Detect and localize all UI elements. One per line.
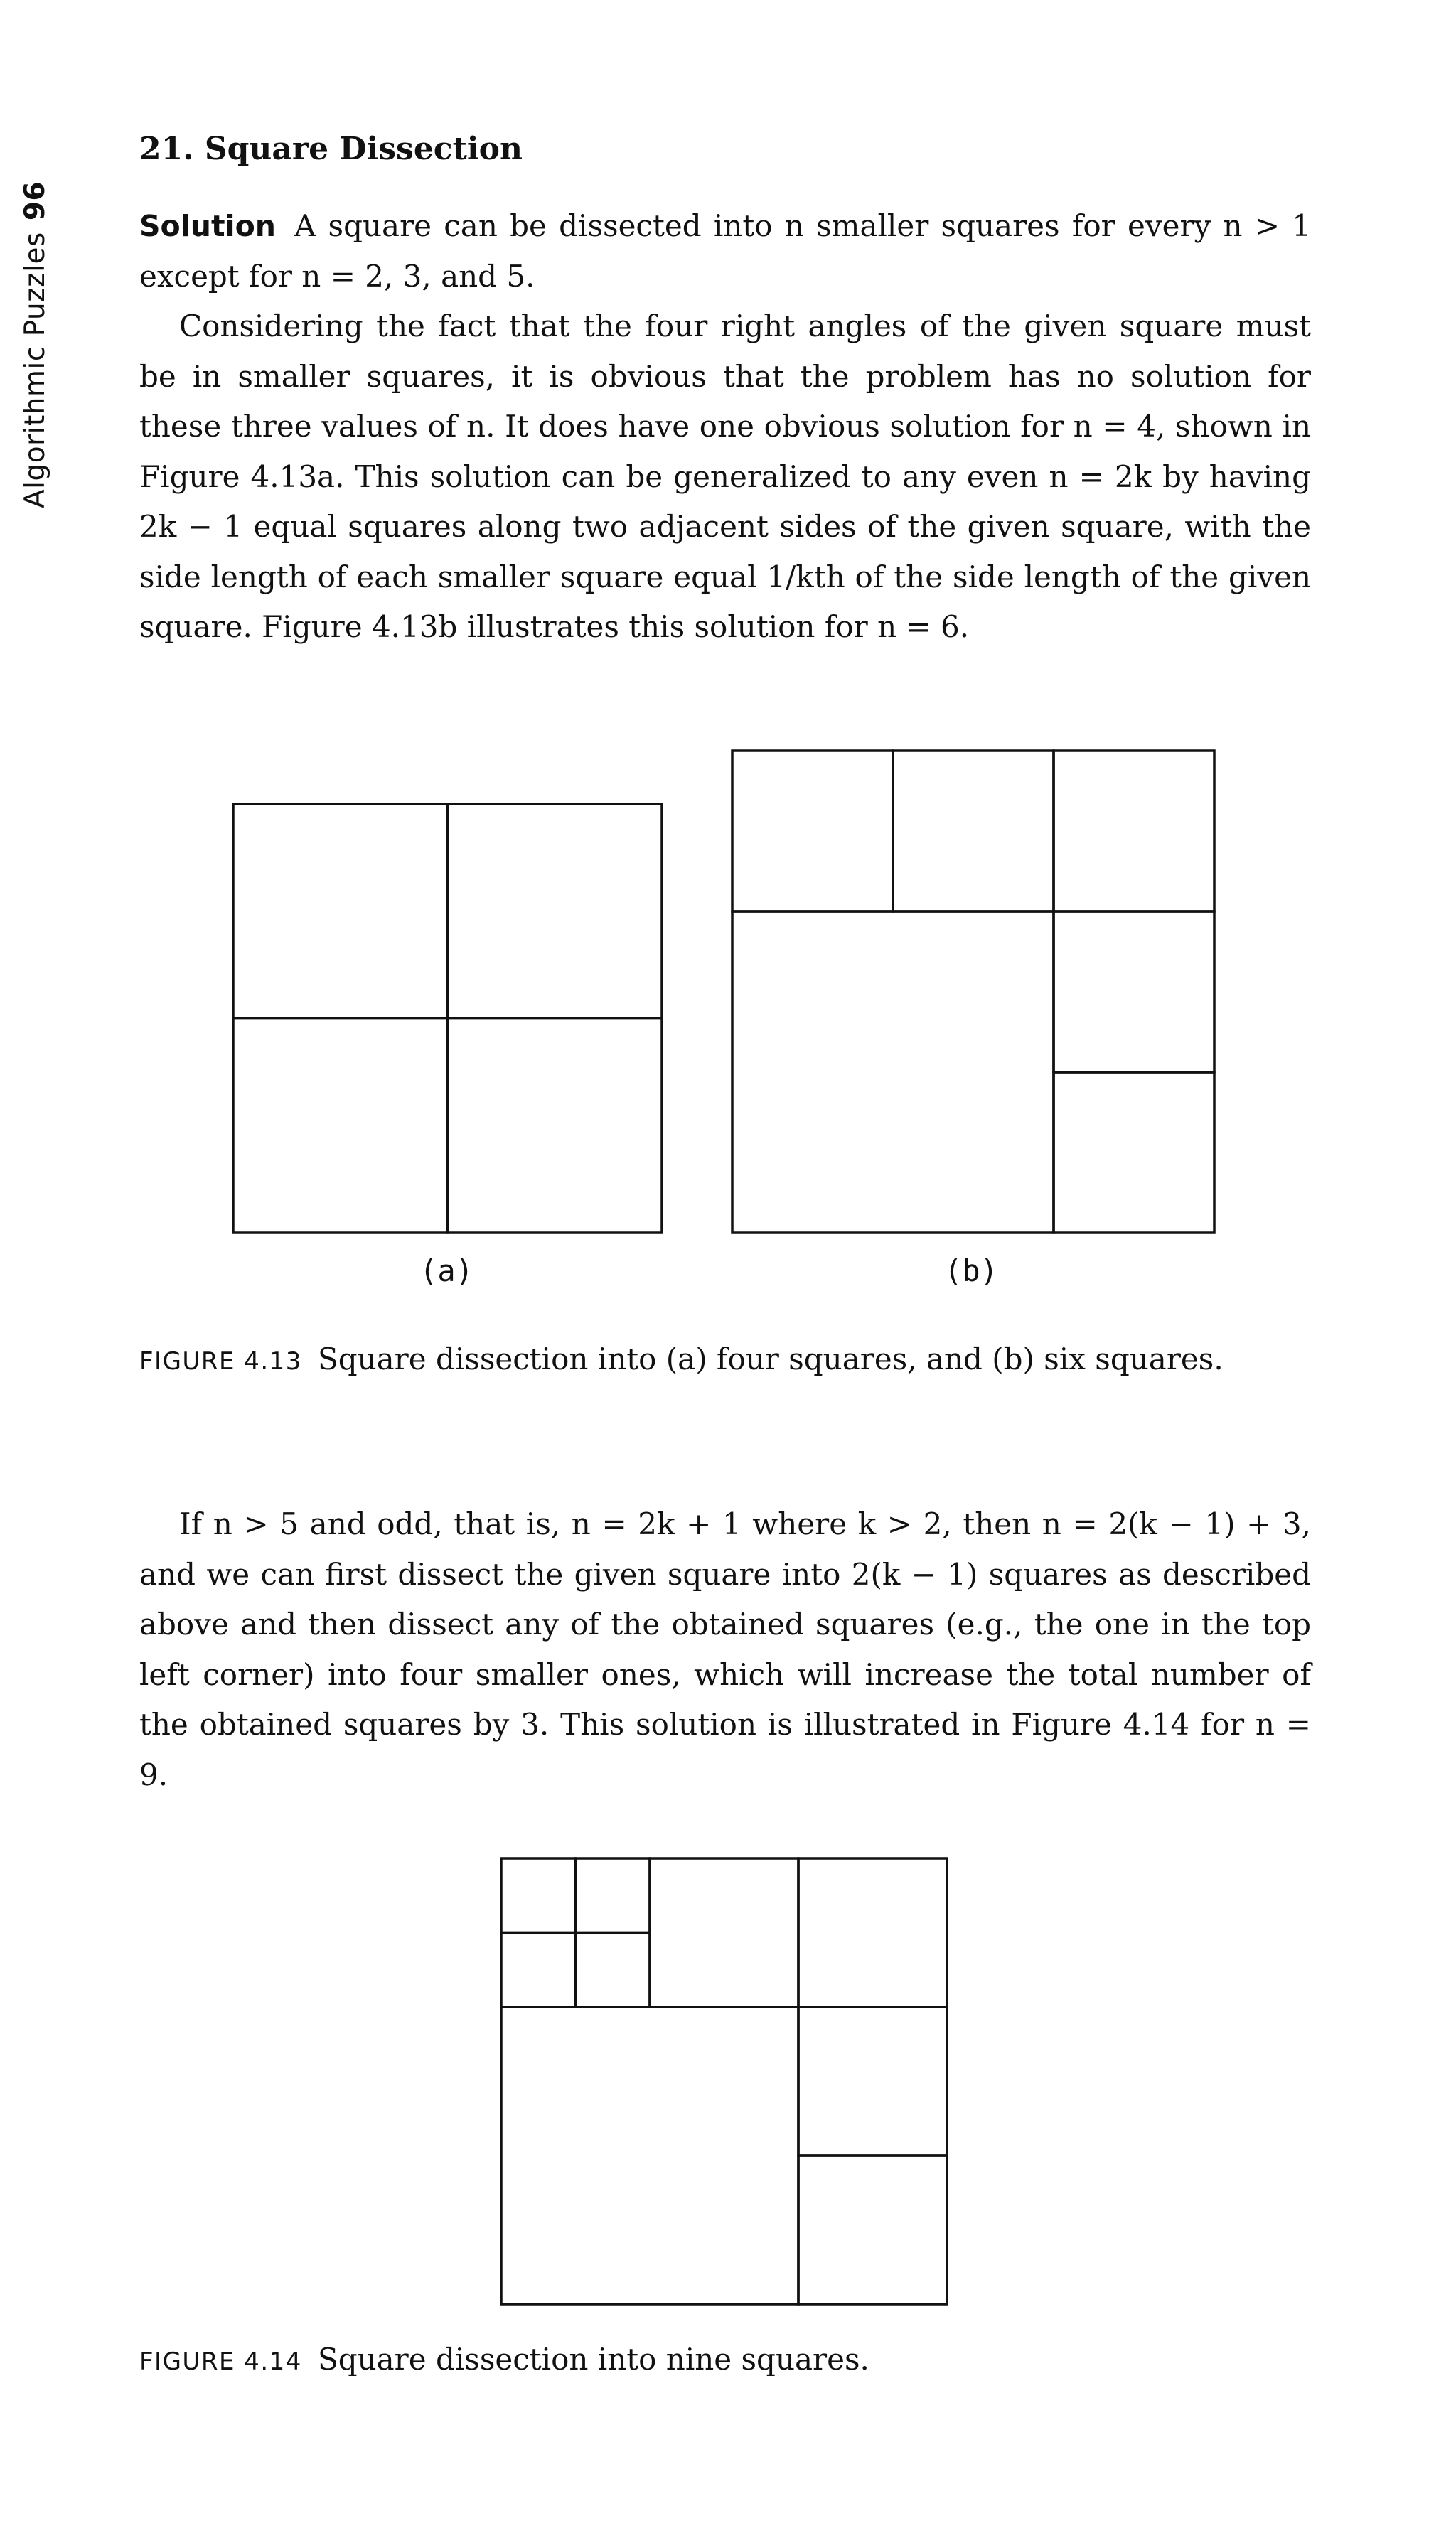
tiny-square [576, 1858, 651, 1933]
figure-4-14-dissection [501, 1858, 947, 2304]
figure-4-14-label: FIGURE 4.14 [139, 2347, 302, 2376]
figure-4-13-caption-text: Square dissection into (a) four squares, and (b) six squares. [317, 1342, 1224, 1376]
figure-4-14-caption [139, 2340, 1311, 2382]
solution-paragraph-3: If n > 5 and odd, that is, n = 2k + 1 where k > 2, then n = 2(k − 1) + 3, and we can first dissect the given square into 2(k − 1) squares as described above and then dissect any of the obtained squares (e.g., the one in the top left corner) into four smaller ones, which will increase the total number of the obtained squares by 3. This solution is illustrated in Figure 4.14 for n = 9. [139, 1506, 1311, 1792]
figure-4-14-caption-text: Square dissection into nine squares. [317, 2342, 869, 2377]
small-square [650, 1858, 798, 2007]
grid-square [448, 1019, 663, 1233]
small-square [1054, 751, 1214, 911]
figure-4-13-label: FIGURE 4.13 [139, 1347, 302, 1376]
solution-paragraph-2: Considering the fact that the four right angles of the given square must be in smaller squares, it is obvious that the problem has no solution for these three values of n. It does have one obvious solution for n = 4, shown in Figure 4.13a. This solution can be generalized to any even n = 2k by having 2k − 1 equal squares along two adjacent sides of the given square, with the side length of each smaller square equal 1/kth of the side length of the given square. Figure 4.13b illustrates this solution for n = 6. [139, 309, 1311, 644]
figure-4-13-caption [139, 1339, 1311, 1381]
large-square [732, 911, 1054, 1233]
solution-text-1: A square can be dissected into n smaller squares for every n > 1 except for n = 2, 3, and 5. [139, 208, 1311, 294]
running-head-title: Algorithmic Puzzles [19, 232, 51, 508]
small-square [1054, 1072, 1214, 1233]
figure-4-13b-label: (b) [944, 1253, 998, 1288]
small-square [798, 2156, 947, 2304]
section-heading: 21. Square Dissection [139, 131, 523, 167]
grid-square [233, 1019, 448, 1233]
small-square [732, 751, 893, 911]
small-square [798, 2007, 947, 2156]
tiny-square [501, 1933, 576, 2008]
tiny-square [576, 1933, 651, 2008]
page-number: 96 [19, 181, 51, 221]
small-square [893, 751, 1054, 911]
small-square [1054, 911, 1214, 1072]
small-square [798, 1858, 947, 2007]
grid-square [233, 804, 448, 1019]
tiny-square [501, 1858, 576, 1933]
grid-square [448, 804, 663, 1019]
figure-4-13a-dissection [233, 804, 662, 1233]
figure-4-13a-label: (a) [419, 1253, 473, 1288]
solution-label: Solution [139, 209, 276, 243]
large-square [501, 2007, 798, 2304]
figure-4-13b-dissection [732, 751, 1214, 1233]
